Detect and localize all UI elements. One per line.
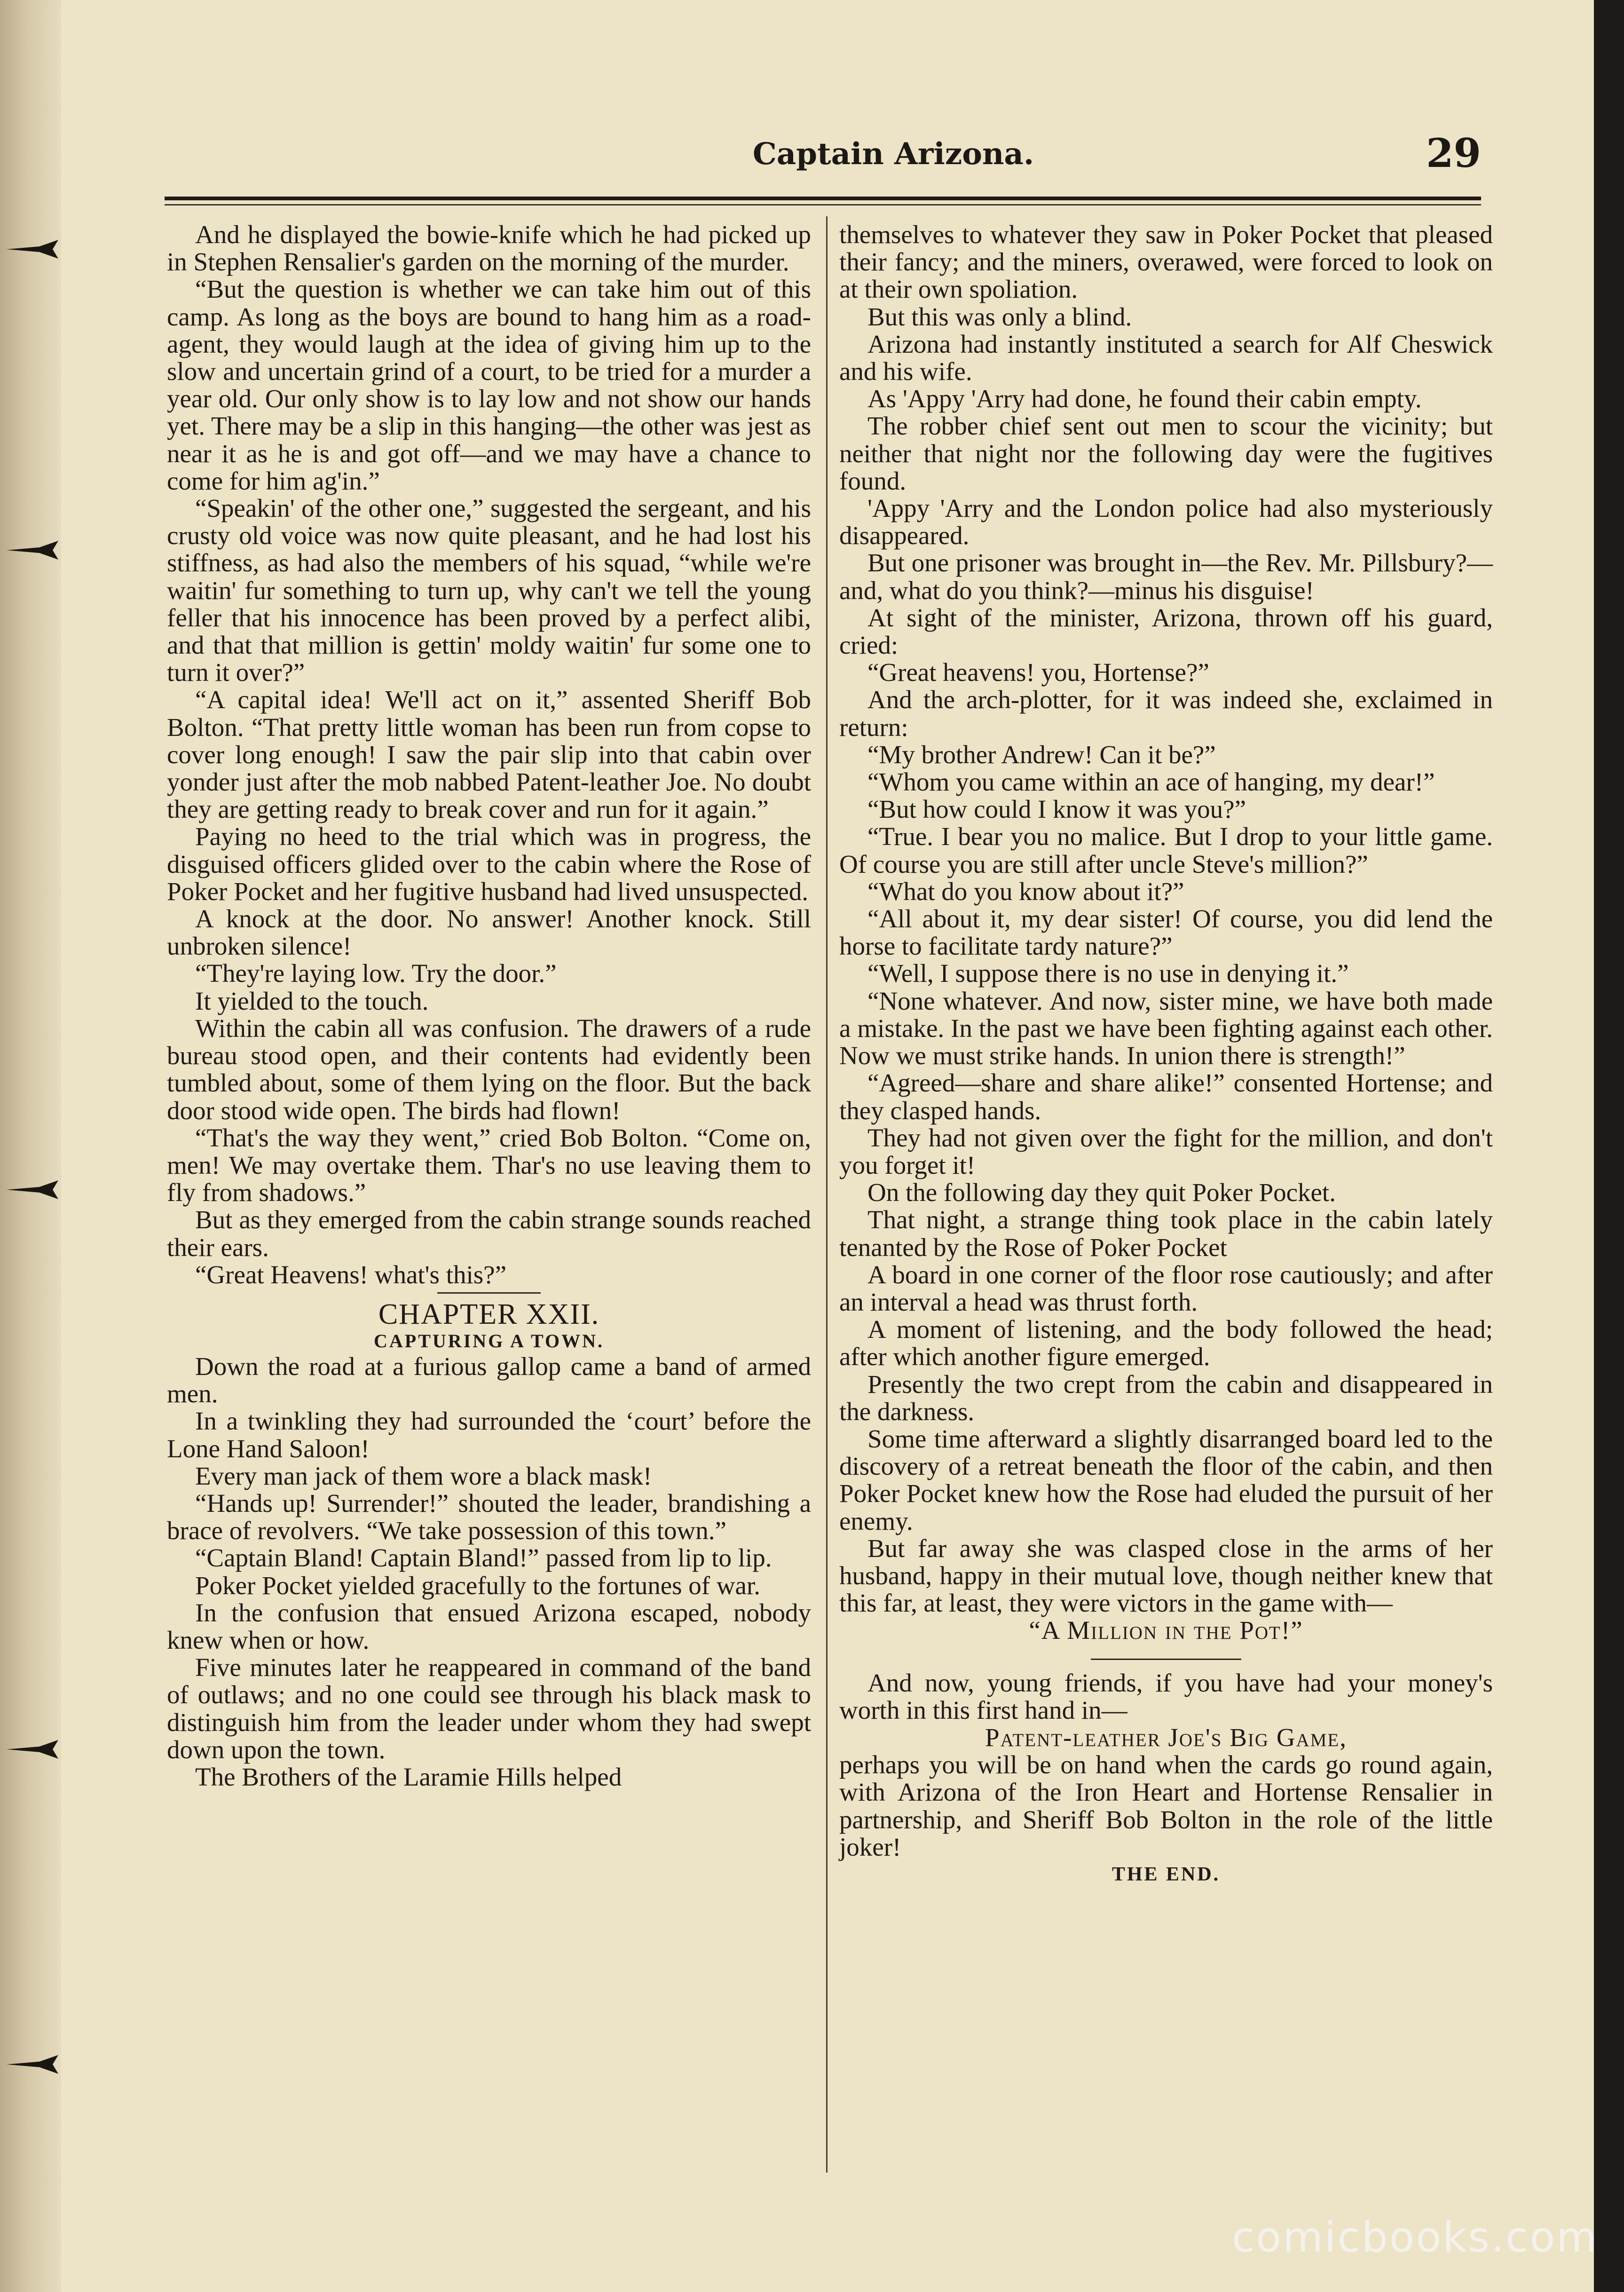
story-tagline: “A Million in the Pot!”	[1029, 1616, 1303, 1645]
binding-stitch-icon	[7, 235, 68, 263]
binding-stitch-icon	[7, 536, 68, 564]
paragraph: “Speakin' of the other one,” suggested the sergeant, and his crusty old voice was now quite pleasant, and he had lost his stiffness, as had also the members of his squad, “while we're waitin' fur something to turn up, why can't we tell the young feller that his innocence has been proved by a perfect alibi, and that that million is gettin' moldy waitin' fur some one to turn it over?”	[167, 494, 811, 687]
binding-stitch-icon	[7, 2050, 68, 2079]
paragraph: “Whom you came within an ace of hanging, my dear!”	[867, 767, 1435, 797]
paragraph: And now, young friends, if you have had your money's worth in this first hand in—	[839, 1668, 1493, 1724]
paragraph: “A capital idea! We'll act on it,” assented Sheriff Bob Bolton. “That pretty little woman has been run from copse to cover long enough! I saw the pair slip into that cabin over yonder just after the mob nabbed Patent-leather Joe. No doubt they are getting ready to break cover and run for it again.”	[167, 685, 811, 824]
paragraph: “They're laying low. Try the door.”	[195, 959, 557, 988]
paragraph: As 'Appy 'Arry had done, he found their cabin empty.	[867, 384, 1422, 413]
paragraph: A board in one corner of the floor rose cautiously; and after an interval a head was thrust forth.	[839, 1260, 1493, 1316]
paragraph: “All about it, my dear sister! Of course, you did lend the horse to facilitate tardy nature?”	[839, 904, 1493, 961]
right-column	[839, 221, 1493, 1888]
chapter-number: CHAPTER XXII.	[378, 1298, 600, 1330]
paragraph: 'Appy 'Arry and the London police had also mysteriously disappeared.	[839, 494, 1493, 550]
paragraph: “Agreed—share and share alike!” consented Hortense; and they clasped hands.	[839, 1068, 1493, 1125]
binding-stitch-icon	[7, 1735, 68, 1763]
paragraph: But far away she was clasped close in the arms of her husband, happy in their mutual love, though neither knew that this far, at least, they were victors in the game with—	[839, 1533, 1493, 1618]
binding-stitch-icon	[7, 1176, 68, 1204]
header-rule	[165, 197, 1481, 200]
watermark: comicbooks.com	[1231, 2213, 1598, 2261]
the-end-label: THE END.	[1112, 1863, 1221, 1885]
paragraph: But as they emerged from the cabin strange sounds reached their ears.	[167, 1205, 811, 1262]
chapter-title: CAPTURING A TOWN.	[374, 1330, 604, 1351]
paragraph: The robber chief sent out men to scour the vicinity; but neither that night nor the following day were the fugitives found.	[839, 411, 1493, 495]
paragraph: “That's the way they went,” cried Bob Bolton. “Come on, men! We may overtake them. Thar's no use leaving them to fly from shadows.”	[167, 1123, 811, 1207]
paragraph: “But how could I know it was you?”	[867, 795, 1246, 824]
paragraph: Down the road at a furious gallop came a band of armed men.	[167, 1351, 811, 1408]
paragraph: Five minutes later he reappeared in command of the band of outlaws; and no one could see through his black mask to distinguish him from the leader under whom they had swept down upon the town.	[167, 1653, 811, 1764]
paragraph: “Hands up! Surrender!” shouted the leader, brandishing a brace of revolvers. “We take possession of this town.”	[167, 1488, 811, 1545]
page-title: Captain Arizona.	[752, 136, 1034, 172]
chapter-rule	[437, 1292, 541, 1294]
paragraph: But this was only a blind.	[867, 302, 1132, 331]
page-number: 29	[1426, 130, 1481, 176]
paragraph: “Well, I suppose there is no use in denying it.”	[867, 959, 1349, 988]
paragraph: In the confusion that ensued Arizona escaped, nobody knew when or how.	[167, 1598, 811, 1654]
paragraph: Some time afterward a slightly disarranged board led to the discovery of a retreat beneath the floor of the cabin, and then Poker Pocket knew how the Rose had eluded the pursuit of her enemy.	[839, 1424, 1493, 1535]
paragraph: Paying no heed to the trial which was in progress, the disguised officers glided over to the cabin where the Rose of Poker Pocket and her fugitive husband had lived unsuspected.	[167, 822, 811, 906]
paragraph: “Great Heavens! what's this?”	[195, 1260, 506, 1289]
paragraph: At sight of the minister, Arizona, thrown off his guard, cried:	[839, 603, 1493, 660]
paragraph: “But the question is whether we can take him out of this camp. As long as the boys are bound to hang him as a road-agent, they would laugh at the idea of giving him up to the slow and uncertain grind of a court, to be tried for a murder a year old. Our only show is to lay low and not show our hands yet. There may be a slip in this hanging—the other was jest as near it as he is and got off—and we may have a chance to come for him ag'in.”	[167, 275, 811, 495]
paragraph: Within the cabin all was confusion. The drawers of a rude bureau stood open, and their contents had evidently been tumbled about, some of them lying on the floor. But the back door stood wide open. The birds had flown!	[167, 1013, 811, 1125]
paragraph: “My brother Andrew! Can it be?”	[867, 740, 1216, 769]
section-rule	[1091, 1659, 1241, 1660]
paragraph: On the following day they quit Poker Pocket.	[867, 1178, 1336, 1207]
paragraph: “What do you know about it?”	[867, 877, 1184, 906]
paragraph: themselves to whatever they saw in Poker Pocket that pleased their fancy; and the miners, overawed, were forced to look on at their own spoliation.	[839, 220, 1493, 304]
paragraph: A knock at the door. No answer! Another knock. Still unbroken silence!	[167, 904, 811, 961]
header-rule-thin	[165, 204, 1481, 205]
paragraph: And he displayed the bowie-knife which he had picked up in Stephen Rensalier's garden on the morning of the murder.	[167, 220, 811, 277]
binding-gutter	[0, 0, 61, 2292]
paragraph: But one prisoner was brought in—the Rev. Mr. Pillsbury?—and, what do you think?—minus his disguise!	[839, 548, 1493, 605]
paragraph: Poker Pocket yielded gracefully to the fortunes of war.	[195, 1571, 760, 1600]
paragraph: The Brothers of the Laramie Hills helped	[195, 1762, 622, 1791]
next-story-title: Patent-leather Joe's Big Game,	[985, 1723, 1347, 1752]
paragraph: Arizona had instantly instituted a search for Alf Cheswick and his wife.	[839, 329, 1493, 386]
paragraph: That night, a strange thing took place in the cabin lately tenanted by the Rose of Poker Pocket	[839, 1205, 1493, 1262]
paragraph: And the arch-plotter, for it was indeed she, exclaimed in return:	[839, 685, 1493, 742]
paragraph: perhaps you will be on hand when the cards go round again, with Arizona of the Iron Heart and Hortense Rensalier in partnership, and Sheriff Bob Bolton in the role of the little joker!	[839, 1750, 1493, 1861]
running-header	[165, 130, 1481, 188]
paragraph: “True. I bear you no malice. But I drop to your little game. Of course you are still after uncle Steve's million?”	[839, 822, 1493, 878]
paragraph: It yielded to the touch.	[195, 986, 429, 1015]
paragraph: They had not given over the fight for the million, and don't you forget it!	[839, 1123, 1493, 1179]
paragraph: A moment of listening, and the body followed the head; after which another figure emerged.	[839, 1315, 1493, 1371]
paragraph: “None whatever. And now, sister mine, we have both made a mistake. In the past we have been fighting against each other. Now we must strike hands. In union there is strength!”	[839, 986, 1493, 1070]
paragraph: Every man jack of them wore a black mask!	[195, 1461, 652, 1490]
paragraph: In a twinkling they had surrounded the ‘court’ before the Lone Hand Saloon!	[167, 1407, 811, 1463]
paragraph: Presently the two crept from the cabin and disappeared in the darkness.	[839, 1369, 1493, 1426]
left-column	[167, 221, 811, 1791]
paragraph: “Great heavens! you, Hortense?”	[867, 658, 1209, 687]
paragraph: “Captain Bland! Captain Bland!” passed from lip to lip.	[195, 1543, 772, 1573]
column-divider	[826, 216, 828, 2173]
